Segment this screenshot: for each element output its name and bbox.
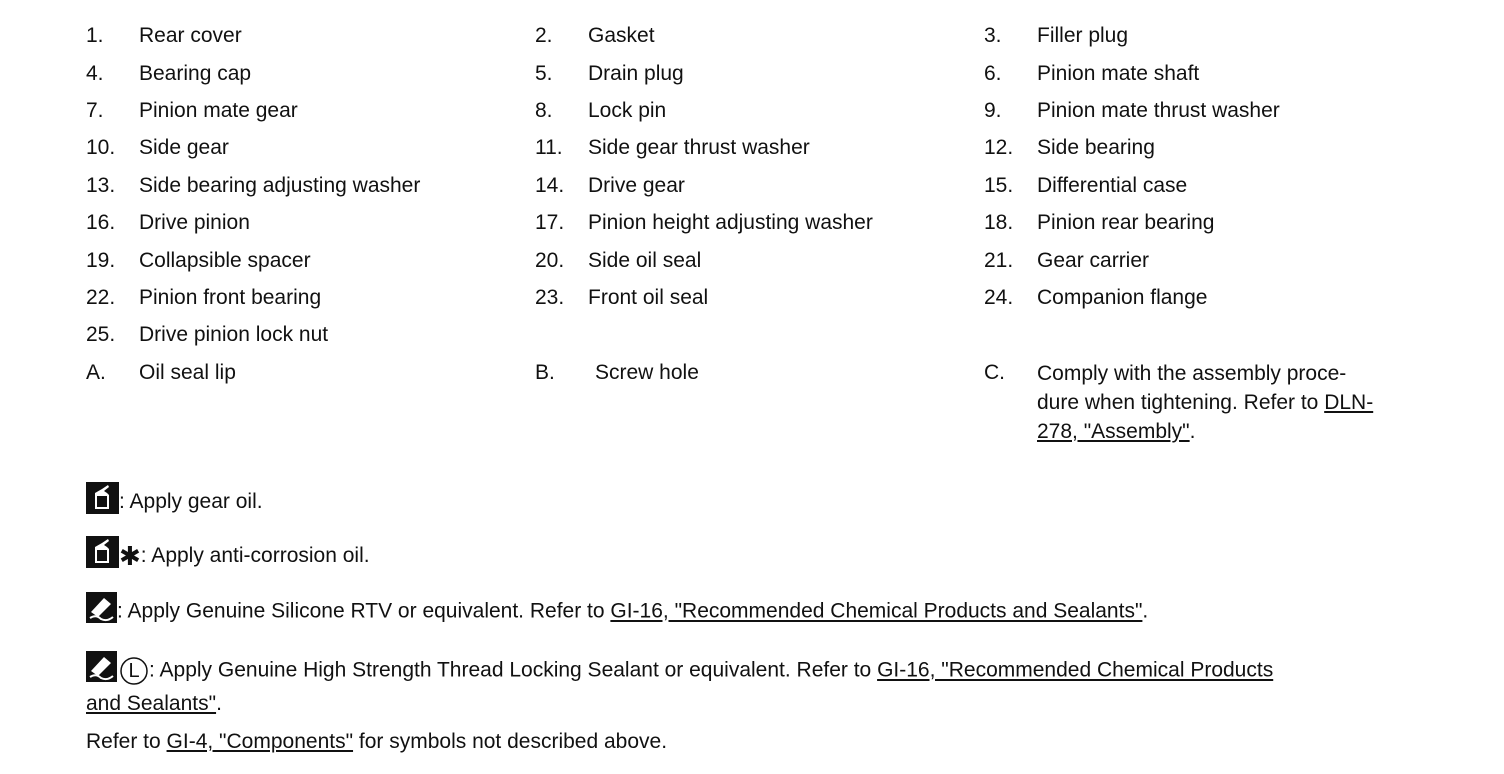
item-c-description: [1037, 359, 1457, 446]
item-label: Side oil seal: [588, 249, 702, 272]
item-label: Pinion height adjusting washer: [588, 211, 873, 234]
item-number: 2.: [535, 24, 553, 47]
item-label: Side gear: [139, 136, 229, 159]
item-label: Bearing cap: [139, 62, 252, 85]
item-number: B.: [535, 361, 555, 384]
item-label: Pinion mate shaft: [1037, 62, 1200, 85]
item-number: 10.: [86, 136, 116, 159]
gi-16-link[interactable]: GI-16, "Recommended Chemical Products: [877, 658, 1274, 682]
item-number: 20.: [535, 249, 565, 272]
item-number: 14.: [535, 174, 565, 197]
item-label: Pinion mate thrust washer: [1037, 99, 1280, 122]
sealant-tube-icon: [86, 651, 117, 690]
legend-row: [0, 172, 1504, 200]
legend-row: [0, 60, 1504, 88]
item-number: 3.: [984, 24, 1002, 47]
item-label: Gear carrier: [1037, 249, 1150, 272]
item-number: 24.: [984, 286, 1014, 309]
gi-4-link[interactable]: GI-4, "Components": [166, 730, 354, 753]
item-label: Side bearing adjusting washer: [139, 174, 421, 197]
dln-278-link[interactable]: DLN-: [1324, 391, 1374, 414]
item-number: 6.: [984, 62, 1002, 85]
item-c-line3: 278, "Assembly".: [1037, 420, 1196, 443]
item-label: Oil seal lip: [139, 361, 236, 384]
item-label: Pinion front bearing: [139, 286, 322, 309]
item-label: Companion flange: [1037, 286, 1208, 309]
item-label: Rear cover: [139, 24, 242, 47]
item-number: 1.: [86, 24, 104, 47]
item-label: Drain plug: [588, 62, 684, 85]
item-number: 17.: [535, 211, 565, 234]
item-label: Drive pinion lock nut: [139, 323, 329, 346]
note-silicone: : Apply Genuine Silicone RTV or equivalent. Refer to GI-16, "Recommended Chemical Products and Sealants".: [86, 592, 1148, 631]
item-label: Collapsible spacer: [139, 249, 311, 272]
item-number: 9.: [984, 99, 1002, 122]
legend-row: [0, 284, 1504, 312]
gi-16-link-cont[interactable]: and Sealants": [86, 692, 217, 715]
legend-row: [0, 22, 1504, 50]
item-number: 7.: [86, 99, 104, 122]
item-number: 22.: [86, 286, 116, 309]
item-number: 19.: [86, 249, 116, 272]
item-number: A.: [86, 361, 106, 384]
item-label: Filler plug: [1037, 24, 1129, 47]
legend-row: [0, 97, 1504, 125]
item-number: 13.: [86, 174, 116, 197]
legend-row: [0, 247, 1504, 275]
item-number: 16.: [86, 211, 116, 234]
circle-letter-icon: L: [119, 656, 149, 686]
item-label: Pinion mate gear: [139, 99, 298, 122]
item-label: Front oil seal: [588, 286, 709, 309]
item-number: 8.: [535, 99, 553, 122]
oil-can-icon: [86, 536, 119, 576]
note-thread-lock: L : Apply Genuine High Strength Thread Locking Sealant or equivalent. Refer to GI-16, "Recommended Chemical Products: [86, 651, 1273, 690]
legend-row: [0, 209, 1504, 237]
asterisk-icon: ✱: [119, 541, 141, 571]
legend-row: [0, 134, 1504, 162]
item-number: 21.: [984, 249, 1014, 272]
note-refer: Refer to GI-4, "Components" for symbols not described above.: [86, 730, 668, 753]
item-label: Drive gear: [588, 174, 685, 197]
note-thread-lock-line2: and Sealants".: [86, 692, 222, 715]
item-c-line2: dure when tightening. Refer to DLN-: [1037, 391, 1374, 414]
gi-16-link[interactable]: GI-16, "Recommended Chemical Products and Sealants": [610, 599, 1143, 623]
item-number: 5.: [535, 62, 553, 85]
item-label: Lock pin: [588, 99, 667, 122]
note-gear-oil: : Apply gear oil.: [86, 482, 263, 522]
assembly-link[interactable]: 278, "Assembly": [1037, 420, 1190, 443]
item-label: Side gear thrust washer: [588, 136, 810, 159]
item-label: Gasket: [588, 24, 655, 47]
item-label: Pinion rear bearing: [1037, 211, 1215, 234]
sealant-tube-icon: [86, 592, 117, 631]
item-label: Differential case: [1037, 174, 1188, 197]
item-c-line1: Comply with the assembly proce-: [1037, 362, 1347, 385]
item-number: 18.: [984, 211, 1014, 234]
item-number: 11.: [535, 136, 563, 159]
item-label: Screw hole: [595, 361, 699, 384]
note-anti-corrosion: ✱: Apply anti-corrosion oil.: [86, 536, 370, 576]
item-number: 25.: [86, 323, 116, 346]
oil-can-icon: [86, 482, 119, 522]
legend-row: [0, 321, 1504, 349]
item-number: 4.: [86, 62, 104, 85]
item-number: 23.: [535, 286, 565, 309]
item-number: C.: [984, 361, 1005, 384]
item-number: 12.: [984, 136, 1014, 159]
item-label: Drive pinion: [139, 211, 250, 234]
item-number: 15.: [984, 174, 1014, 197]
item-label: Side bearing: [1037, 136, 1155, 159]
